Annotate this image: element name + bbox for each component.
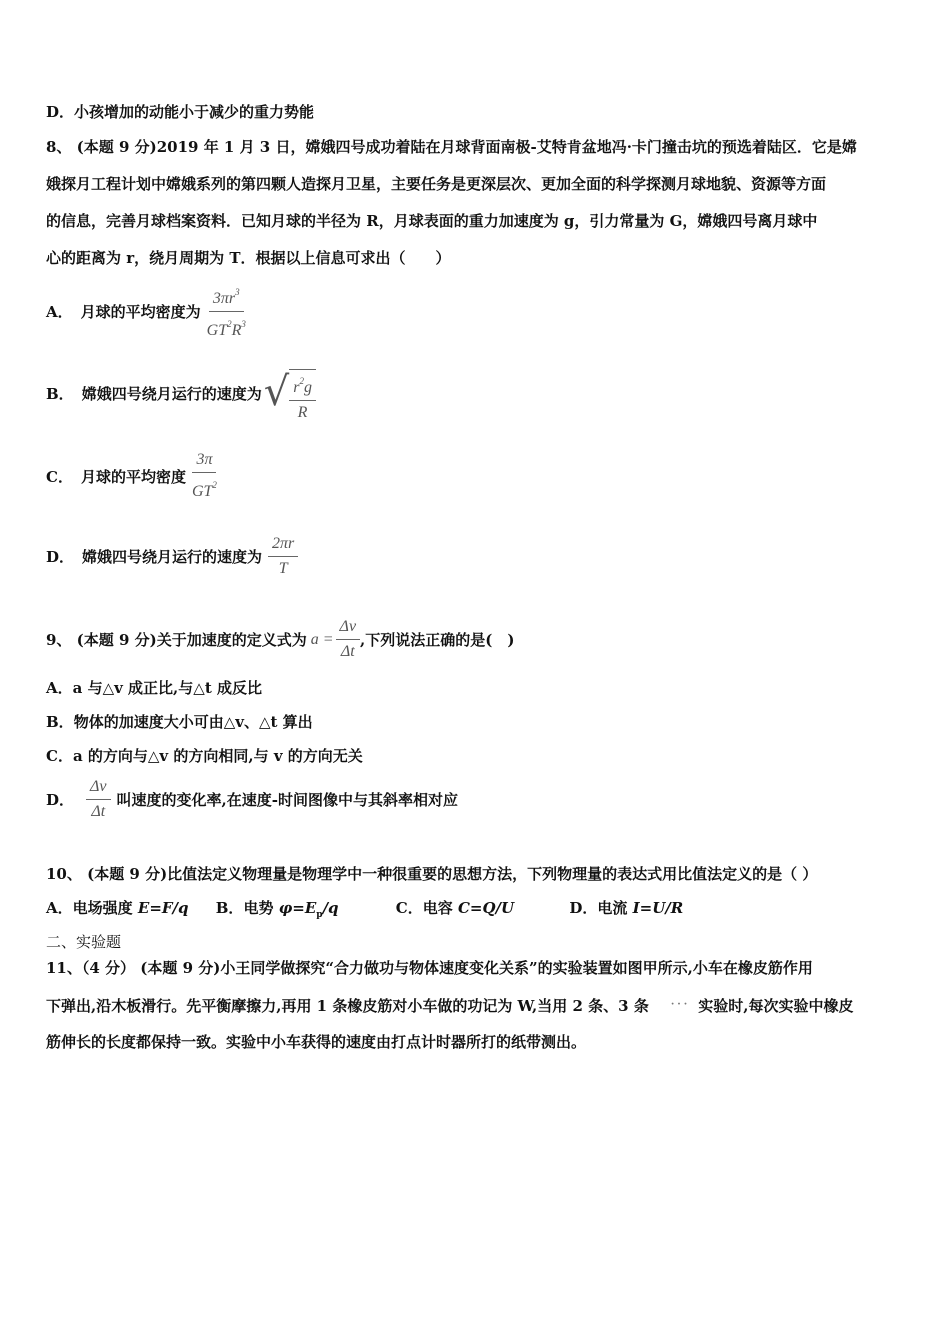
q8-option-b — [46, 365, 316, 422]
q9-option-c — [46, 746, 363, 766]
q8-option-a — [46, 283, 250, 340]
q10-option-a: A．电场强度 E=F/q — [46, 899, 189, 917]
option-text: 叫速度的变化率,在速度-时间图像中与其斜率相对应 — [116, 791, 458, 809]
option-label: A． — [46, 303, 73, 321]
section-title: 二、实验题 — [46, 933, 122, 951]
q10-option-c: C．电容 C=Q/U — [395, 899, 515, 917]
density-formula: $\frac{3\pi}{GT^2}$ — [191, 451, 217, 500]
q9-option-a — [46, 678, 262, 698]
option-text: 月球的平均密度为 — [80, 303, 201, 321]
q10-option-d: D．电流 I=U/R — [569, 899, 684, 917]
q10-stem: 10、 (本题 9 分)比值法定义物理量是物理学中一种很重要的思想方法，下列物理量的表达式用比值法定义的是（ ） — [46, 865, 818, 883]
rate-formula: $\frac{\Delta v}{\Delta t}$ — [86, 778, 111, 821]
option-label: B． — [46, 385, 74, 403]
q8-option-d — [46, 535, 298, 578]
formula-lhs: a = — [310, 630, 334, 648]
option-label: D． — [46, 103, 75, 121]
q8-stem-line-1: 8、 (本题 9 分)2019 年 1 月 3 日，嫦娥四号成功着陆在月球背面南极-艾特肯盆地冯·卡门撞击坑的预选着陆区．它是嫦 — [46, 138, 857, 156]
option-label: D． — [46, 548, 75, 566]
option-text: 嫦娥四号绕月运行的速度为 — [81, 385, 262, 403]
velocity-formula: $\frac{2\pi r}{T}$ — [268, 535, 298, 578]
ellipsis: ··· — [670, 999, 691, 1010]
option-label: C． — [46, 747, 73, 765]
velocity-sqrt-formula: √ $\frac{r^2g}{R}$ — [264, 365, 316, 422]
q8-option-c — [46, 451, 221, 501]
q11-line-3: 筋伸长的长度都保持一致。实验中小车获得的速度由打点计时器所打的纸带测出。 — [46, 1033, 587, 1051]
option-text: 嫦娥四号绕月运行的速度为 — [82, 548, 263, 566]
q9-option-d — [46, 778, 458, 821]
q9-option-b — [46, 712, 313, 732]
q10-option-b: B．电势 $\varphi=E_p/q$ — [215, 899, 339, 920]
option-text: 月球的平均密度 — [80, 467, 186, 486]
q10-options — [46, 898, 683, 925]
option-text: a 与△v 成正比,与△t 成反比 — [72, 679, 262, 697]
q9-stem — [46, 618, 514, 661]
acceleration-formula: $\frac{\Delta v}{\Delta t}$ — [336, 618, 361, 661]
q8-stem-line-3: 的信息，完善月球档案资料．已知月球的半径为 R，月球表面的重力加速度为 g，引力常量为 G，嫦娥四号离月球中 — [46, 212, 818, 230]
option-text: a 的方向与△v 的方向相同,与 v 的方向无关 — [72, 747, 363, 765]
q8-stem-line-4: 心的距离为 r，绕月周期为 T．根据以上信息可求出（ ） — [46, 249, 451, 267]
q11-line-2: 下弹出,沿木板滑行。先平衡摩擦力,再用 1 条橡皮筋对小车做的功记为 W,当用 2 条、3 条 ··· 实验时,每次实验中橡皮 — [46, 997, 854, 1015]
option-label: A． — [46, 679, 73, 697]
density-formula: $\frac{3\pi r^3}{GT^2R^3}$ — [203, 283, 250, 340]
q8-stem-line-2: 娥探月工程计划中嫦娥系列的第四颗人造探月卫星，主要任务是更深层次、更加全面的科学探测月球地貌、资源等方面 — [46, 175, 827, 193]
q9-stem-after: ,下列说法正确的是( ) — [360, 631, 515, 649]
option-label: D． — [46, 791, 75, 809]
q11-line-1: 11、（4 分） (本题 9 分)小王同学做探究“合力做功与物体速度变化关系”的实验装置如图甲所示,小车在橡皮筋作用 — [46, 959, 813, 977]
option-text: 物体的加速度大小可由△v、△t 算出 — [73, 713, 313, 731]
option-label: C． — [46, 467, 73, 486]
q7-option-d — [46, 102, 314, 122]
option-text: 小孩增加的动能小于减少的重力势能 — [74, 103, 315, 121]
option-label: B． — [46, 713, 74, 731]
q9-stem-before: 9、 (本题 9 分)关于加速度的定义式为 — [46, 631, 307, 649]
